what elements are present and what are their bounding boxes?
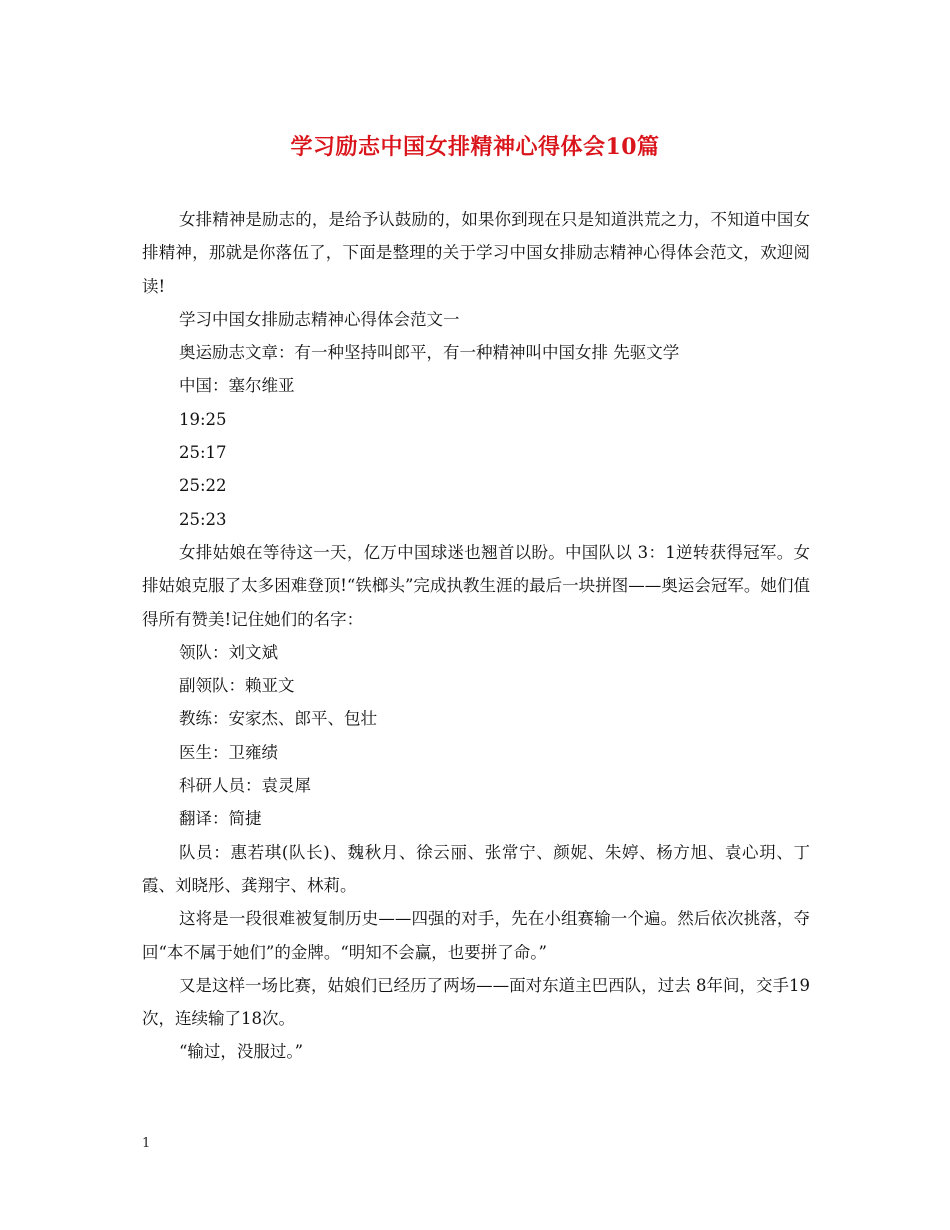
intro-paragraph: 女排精神是励志的，是给予认鼓励的，如果你到现在只是知道洪荒之力，不知道中国女排精神，那就是你落伍了，下面是整理的关于学习中国女排励志精神心得体会范文，欢迎阅读! xyxy=(142,210,810,296)
translator: 翻译：简捷 xyxy=(179,809,262,829)
history-paragraph: 这将是一段很难被复制历史——四强的对手，先在小组赛输一个遍。然后依次挑落，夺回“本不属于她们”的金牌。“明知不会赢，也要拼了命。” xyxy=(142,909,810,962)
team-members: 队员：惠若琪(队长)、魏秋月、徐云丽、张常宁、颜妮、朱婷、杨方旭、袁心玥、丁霞、刘晓彤、龚翔宇、林莉。 xyxy=(142,842,810,895)
deputy-leader: 副领队：赖亚文 xyxy=(179,676,295,696)
document-body xyxy=(142,203,810,1069)
section-heading: 学习中国女排励志精神心得体会范文一 xyxy=(179,309,460,329)
team-leader: 领队：刘文斌 xyxy=(179,642,278,662)
quote-paragraph: “输过，没服过。” xyxy=(179,1042,304,1062)
document-title: 学习励志中国女排精神心得体会10篇 xyxy=(290,134,660,160)
doctor: 医生：卫雍绩 xyxy=(179,742,278,762)
page-number: 1 xyxy=(142,1136,151,1151)
victory-paragraph: 女排姑娘在等待这一天，亿万中国球迷也翘首以盼。中国队以 3：1逆转获得冠军。女排姑娘克服了太多困难登顶!“铁榔头”完成执教生涯的最后一块拼图——奥运会冠军。她们值得所有赞美!记住她们的名字： xyxy=(142,542,810,629)
coaches: 教练：安家杰、郎平、包壮 xyxy=(179,709,377,729)
set-score-2: 25:17 xyxy=(179,443,227,463)
match-teams: 中国：塞尔维亚 xyxy=(179,376,295,396)
set-score-3: 25:22 xyxy=(179,476,227,496)
article-line: 奥运励志文章：有一种坚持叫郎平，有一种精神叫中国女排 先驱文学 xyxy=(179,343,680,363)
researcher: 科研人员：袁灵犀 xyxy=(179,776,311,796)
brazil-paragraph: 又是这样一场比赛，姑娘们已经历了两场——面对东道主巴西队，过去 8年间，交手19次，连续输了18次。 xyxy=(142,975,810,1029)
set-score-1: 19:25 xyxy=(179,409,227,429)
set-score-4: 25:23 xyxy=(179,509,227,529)
